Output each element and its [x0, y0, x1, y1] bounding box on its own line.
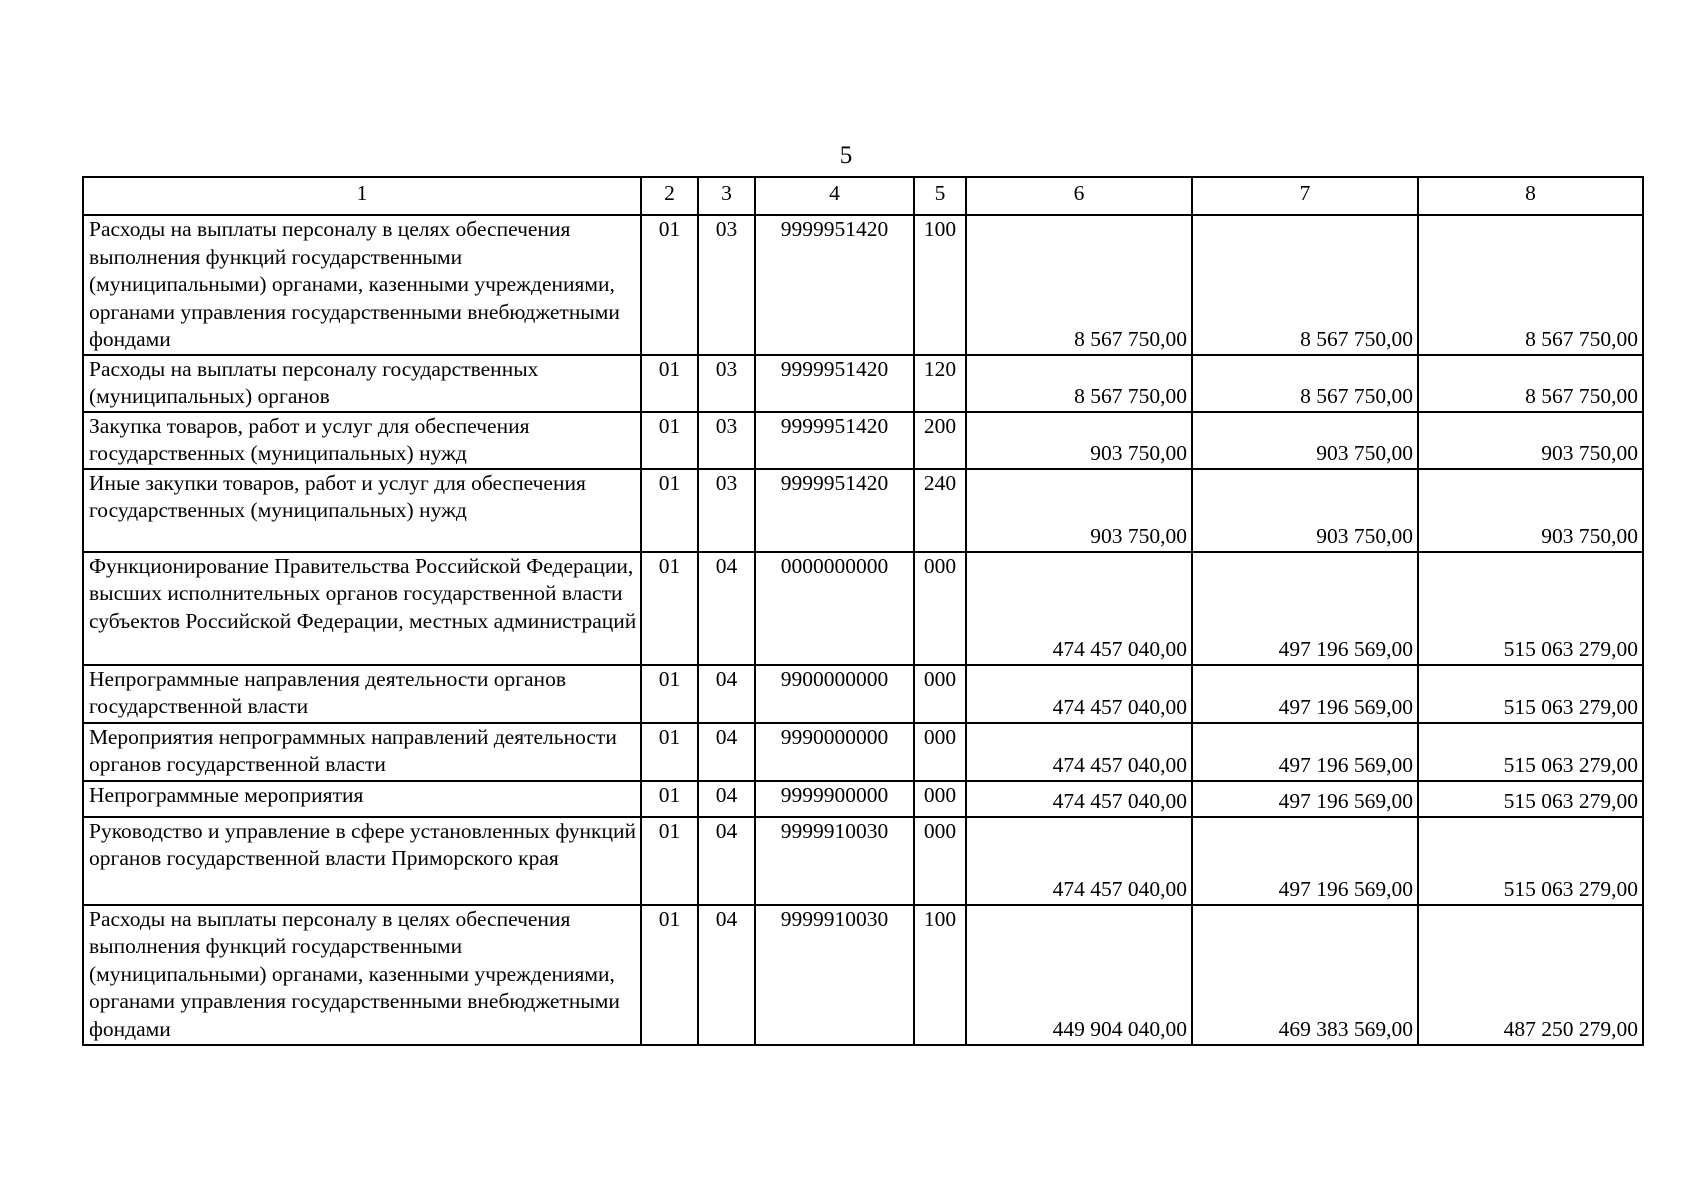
- row-amount-7: 903 750,00: [1192, 412, 1418, 469]
- row-amount-8: 487 250 279,00: [1418, 905, 1643, 1045]
- row-amount-8: 8 567 750,00: [1418, 355, 1643, 412]
- row-amount-6: 474 457 040,00: [966, 665, 1192, 723]
- budget-table: [82, 176, 1644, 1046]
- header-col-3: 3: [698, 177, 755, 215]
- row-subsection: 04: [698, 817, 755, 905]
- row-name: Непрограммные мероприятия: [83, 781, 641, 817]
- row-expense-type: 100: [914, 215, 966, 355]
- row-name: Непрограммные направления деятельности органов государственной власти: [83, 665, 641, 723]
- row-target-code: 0000000000: [755, 552, 914, 665]
- row-amount-7: 469 383 569,00: [1192, 905, 1418, 1045]
- row-name: Расходы на выплаты персоналу государственных (муниципальных) органов: [83, 355, 641, 412]
- row-amount-7: 8 567 750,00: [1192, 355, 1418, 412]
- row-target-code: 9999910030: [755, 817, 914, 905]
- row-name: Мероприятия непрограммных направлений деятельности органов государственной власти: [83, 723, 641, 781]
- row-name: Расходы на выплаты персоналу в целях обеспечения выполнения функций государственными (муниципальными) органами, казенными учреждениями, органами управления государственными внебюджетными фондами: [83, 905, 641, 1045]
- header-col-5: 5: [914, 177, 966, 215]
- row-subsection: 04: [698, 552, 755, 665]
- row-subsection: 03: [698, 355, 755, 412]
- row-subsection: 03: [698, 215, 755, 355]
- row-amount-8: 515 063 279,00: [1418, 552, 1643, 665]
- table-row: [83, 665, 1643, 723]
- row-amount-8: 515 063 279,00: [1418, 665, 1643, 723]
- header-col-7: 7: [1192, 177, 1418, 215]
- row-name: Расходы на выплаты персоналу в целях обеспечения выполнения функций государственными (муниципальными) органами, казенными учреждениями, органами управления государственными внебюджетными фондами: [83, 215, 641, 355]
- row-target-code: 9999951420: [755, 215, 914, 355]
- row-subsection: 04: [698, 781, 755, 817]
- row-section: 01: [641, 905, 698, 1045]
- page-number: 5: [839, 142, 853, 169]
- row-amount-7: 497 196 569,00: [1192, 723, 1418, 781]
- row-expense-type: 000: [914, 552, 966, 665]
- row-amount-6: 903 750,00: [966, 469, 1192, 552]
- row-target-code: 9900000000: [755, 665, 914, 723]
- table-row: [83, 215, 1643, 355]
- row-section: 01: [641, 469, 698, 552]
- row-amount-7: 497 196 569,00: [1192, 817, 1418, 905]
- row-section: 01: [641, 781, 698, 817]
- row-section: 01: [641, 215, 698, 355]
- header-col-1: 1: [83, 177, 641, 215]
- row-section: 01: [641, 665, 698, 723]
- row-target-code: 9999951420: [755, 469, 914, 552]
- row-subsection: 03: [698, 412, 755, 469]
- header-col-4: 4: [755, 177, 914, 215]
- header-row: [83, 177, 1643, 215]
- row-amount-8: 515 063 279,00: [1418, 723, 1643, 781]
- row-amount-6: 474 457 040,00: [966, 781, 1192, 817]
- table-row: [83, 817, 1643, 905]
- table-header: [83, 177, 1643, 215]
- row-expense-type: 200: [914, 412, 966, 469]
- row-expense-type: 120: [914, 355, 966, 412]
- row-name: Функционирование Правительства Российской Федерации, высших исполнительных органов государственной власти субъектов Российской Федерации, местных администраций: [83, 552, 641, 665]
- header-col-6: 6: [966, 177, 1192, 215]
- row-amount-6: 903 750,00: [966, 412, 1192, 469]
- row-section: 01: [641, 355, 698, 412]
- table-body: [83, 215, 1643, 1045]
- row-amount-8: 8 567 750,00: [1418, 215, 1643, 355]
- row-subsection: 04: [698, 665, 755, 723]
- row-amount-8: 903 750,00: [1418, 412, 1643, 469]
- row-expense-type: 000: [914, 665, 966, 723]
- row-expense-type: 240: [914, 469, 966, 552]
- row-subsection: 03: [698, 469, 755, 552]
- row-amount-8: 515 063 279,00: [1418, 781, 1643, 817]
- row-target-code: 9999951420: [755, 412, 914, 469]
- row-expense-type: 000: [914, 781, 966, 817]
- header-col-2: 2: [641, 177, 698, 215]
- row-target-code: 9999910030: [755, 905, 914, 1045]
- row-subsection: 04: [698, 723, 755, 781]
- row-expense-type: 000: [914, 817, 966, 905]
- row-section: 01: [641, 817, 698, 905]
- table-row: [83, 355, 1643, 412]
- row-amount-6: 474 457 040,00: [966, 817, 1192, 905]
- row-amount-7: 497 196 569,00: [1192, 552, 1418, 665]
- row-amount-6: 449 904 040,00: [966, 905, 1192, 1045]
- table-row: [83, 723, 1643, 781]
- row-target-code: 9999900000: [755, 781, 914, 817]
- row-expense-type: 000: [914, 723, 966, 781]
- row-amount-6: 8 567 750,00: [966, 355, 1192, 412]
- row-target-code: 9990000000: [755, 723, 914, 781]
- table-row: [83, 412, 1643, 469]
- row-section: 01: [641, 552, 698, 665]
- table-row: [83, 781, 1643, 817]
- row-amount-6: 8 567 750,00: [966, 215, 1192, 355]
- row-section: 01: [641, 723, 698, 781]
- table-row: [83, 552, 1643, 665]
- row-name: Руководство и управление в сфере установленных функций органов государственной власти Приморского края: [83, 817, 641, 905]
- row-amount-7: 497 196 569,00: [1192, 781, 1418, 817]
- table-row: [83, 469, 1643, 552]
- row-amount-8: 903 750,00: [1418, 469, 1643, 552]
- row-amount-6: 474 457 040,00: [966, 723, 1192, 781]
- row-amount-7: 497 196 569,00: [1192, 665, 1418, 723]
- row-expense-type: 100: [914, 905, 966, 1045]
- row-section: 01: [641, 412, 698, 469]
- row-amount-6: 474 457 040,00: [966, 552, 1192, 665]
- table-row: [83, 905, 1643, 1045]
- row-target-code: 9999951420: [755, 355, 914, 412]
- row-name: Закупка товаров, работ и услуг для обеспечения государственных (муниципальных) нужд: [83, 412, 641, 469]
- row-amount-7: 903 750,00: [1192, 469, 1418, 552]
- header-col-8: 8: [1418, 177, 1643, 215]
- row-name: Иные закупки товаров, работ и услуг для обеспечения государственных (муниципальных) нужд: [83, 469, 641, 552]
- row-amount-8: 515 063 279,00: [1418, 817, 1643, 905]
- row-amount-7: 8 567 750,00: [1192, 215, 1418, 355]
- row-subsection: 04: [698, 905, 755, 1045]
